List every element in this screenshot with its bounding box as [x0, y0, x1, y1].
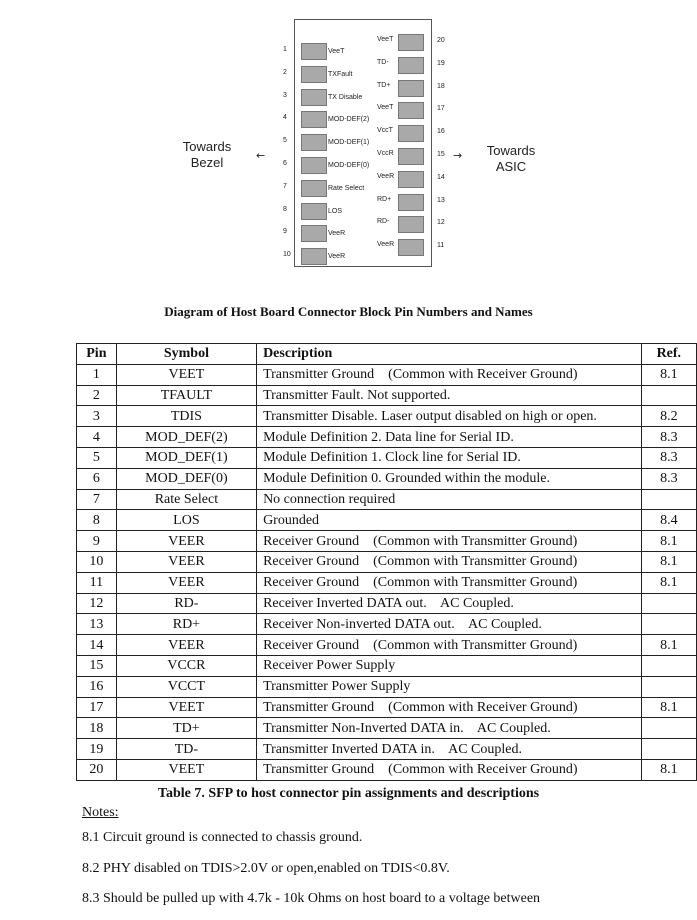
cell-description: Transmitter Disable. Laser output disabled on high or open. — [257, 406, 642, 427]
cell-symbol: MOD_DEF(1) — [116, 447, 256, 468]
table-row — [77, 739, 697, 760]
pin-signal: VccR — [377, 150, 394, 157]
pin-number: 5 — [283, 137, 287, 145]
pin-signal: Rate Select — [328, 184, 365, 192]
pin-contact — [301, 248, 327, 265]
cell-symbol: VCCR — [116, 655, 256, 676]
table-row — [77, 593, 697, 614]
cell-pin: 12 — [77, 593, 117, 614]
pin-contact — [301, 157, 327, 174]
cell-description: Module Definition 2. Data line for Serial ID. — [257, 427, 642, 448]
pin-signal: VeeT — [328, 48, 345, 55]
table-row — [77, 614, 697, 635]
pin-number: 17 — [437, 105, 445, 113]
pin-signal: TD- — [377, 58, 389, 66]
note-8-3: 8.3 Should be pulled up with 4.7k - 10k Ohms on host board to a voltage between — [82, 891, 541, 906]
cell-pin: 16 — [77, 676, 117, 697]
pin-signal: MOD-DEF(1) — [328, 139, 370, 147]
cell-description: Receiver Power Supply — [257, 655, 642, 676]
cell-symbol: VEER — [116, 572, 256, 593]
pin-number: 9 — [283, 228, 287, 236]
table-row — [77, 718, 697, 739]
note-8-1: 8.1 Circuit ground is connected to chassis ground. — [82, 830, 363, 845]
pin-number: 19 — [437, 59, 445, 67]
pin-number: 14 — [437, 173, 445, 181]
towards-bezel-label: Towards Bezel — [182, 139, 232, 170]
table-header-row — [77, 344, 697, 365]
cell-ref: 8.3 — [641, 447, 696, 468]
pin-signal: RD- — [377, 218, 390, 226]
cell-pin: 4 — [77, 427, 117, 448]
cell-pin: 18 — [77, 718, 117, 739]
pin-signal: RD+ — [377, 195, 392, 203]
pin-contact — [301, 180, 327, 197]
cell-ref — [641, 718, 696, 739]
pin-number: 8 — [283, 205, 287, 213]
pin-number: 4 — [283, 114, 287, 122]
pin-contact — [398, 102, 424, 119]
table-row — [77, 676, 697, 697]
pin-contact — [301, 66, 327, 83]
pin-contact — [398, 80, 424, 97]
table-row — [77, 364, 697, 385]
cell-ref: 8.1 — [641, 635, 696, 656]
pin-contact — [398, 194, 424, 211]
pin-signal: VeeT — [377, 36, 394, 43]
cell-ref: 8.2 — [641, 406, 696, 427]
cell-ref: 8.3 — [641, 468, 696, 489]
pin-signal: MOD-DEF(2) — [328, 116, 370, 124]
cell-ref: 8.1 — [641, 531, 696, 552]
cell-ref: 8.1 — [641, 551, 696, 572]
cell-symbol: TD- — [116, 739, 256, 760]
pin-contact — [398, 34, 424, 51]
table-row — [77, 385, 697, 406]
cell-pin: 1 — [77, 364, 117, 385]
cell-pin: 15 — [77, 655, 117, 676]
cell-pin: 6 — [77, 468, 117, 489]
header-pin: Pin — [77, 344, 117, 365]
cell-description: Receiver Ground (Common with Transmitter Ground) — [257, 635, 642, 656]
cell-ref: 8.4 — [641, 510, 696, 531]
pin-signal: TXFault — [328, 70, 353, 78]
pin-contact — [398, 57, 424, 74]
table-caption: Table 7. SFP to host connector pin assignments and descriptions — [157, 786, 540, 801]
header-description: Description — [257, 344, 642, 365]
table-row — [77, 447, 697, 468]
cell-pin: 10 — [77, 551, 117, 572]
diagram-caption: Diagram of Host Board Connector Block Pin Numbers and Names — [164, 304, 533, 319]
cell-ref: 8.1 — [641, 364, 696, 385]
cell-pin: 20 — [77, 759, 117, 780]
pin-number: 13 — [437, 196, 445, 204]
cell-pin: 7 — [77, 489, 117, 510]
cell-ref: 8.1 — [641, 759, 696, 780]
notes-title: Notes: — [82, 805, 119, 820]
cell-description: Module Definition 0. Grounded within the module. — [257, 468, 642, 489]
pin-contact — [301, 111, 327, 128]
pin-number: 11 — [437, 242, 445, 250]
pin-number: 3 — [283, 91, 287, 99]
pin-number: 18 — [437, 82, 445, 90]
pin-contact — [398, 216, 424, 233]
cell-pin: 17 — [77, 697, 117, 718]
cell-symbol: TD+ — [116, 718, 256, 739]
cell-description: Transmitter Power Supply — [257, 676, 642, 697]
cell-symbol: VEER — [116, 635, 256, 656]
pin-contact — [398, 148, 424, 165]
cell-symbol: VEET — [116, 364, 256, 385]
pin-contact — [398, 239, 424, 256]
cell-symbol: MOD_DEF(0) — [116, 468, 256, 489]
left-arrow-icon: ← — [256, 149, 266, 162]
cell-ref — [641, 593, 696, 614]
cell-description: Module Definition 1. Clock line for Serial ID. — [257, 447, 642, 468]
cell-pin: 5 — [77, 447, 117, 468]
pin-number: 10 — [283, 251, 291, 259]
cell-ref — [641, 676, 696, 697]
pin-number: 20 — [437, 37, 445, 44]
pin-number: 16 — [437, 128, 445, 136]
pin-number: 6 — [283, 160, 287, 167]
table-row — [77, 697, 697, 718]
pin-signal: VeeT — [377, 104, 394, 112]
pin-signal: MOD-DEF(0) — [328, 162, 370, 169]
cell-ref: 8.3 — [641, 427, 696, 448]
cell-description: Receiver Inverted DATA out. AC Coupled. — [257, 593, 642, 614]
cell-ref — [641, 739, 696, 760]
pin-contact — [301, 43, 327, 60]
cell-description: Transmitter Ground (Common with Receiver Ground) — [257, 697, 642, 718]
towards-asic-label: Towards ASIC — [486, 143, 536, 174]
header-symbol: Symbol — [116, 344, 256, 365]
cell-symbol: LOS — [116, 510, 256, 531]
table-row — [77, 489, 697, 510]
cell-description: No connection required — [257, 489, 642, 510]
cell-symbol: TDIS — [116, 406, 256, 427]
table-row — [77, 531, 697, 552]
cell-ref: 8.1 — [641, 572, 696, 593]
table-row — [77, 427, 697, 448]
pin-contact — [301, 203, 327, 220]
table-row — [77, 635, 697, 656]
pin-contact — [301, 225, 327, 242]
cell-symbol: VCCT — [116, 676, 256, 697]
pin-contact — [398, 125, 424, 142]
pin-signal: LOS — [328, 207, 343, 215]
cell-ref — [641, 385, 696, 406]
cell-pin: 9 — [77, 531, 117, 552]
pin-number: 2 — [283, 68, 287, 76]
cell-ref — [641, 614, 696, 635]
table-body — [77, 364, 697, 780]
cell-description: Transmitter Non-Inverted DATA in. AC Coupled. — [257, 718, 642, 739]
pin-signal: VeeR — [377, 241, 395, 249]
table-row — [77, 406, 697, 427]
cell-ref: 8.1 — [641, 697, 696, 718]
cell-description: Receiver Ground (Common with Transmitter Ground) — [257, 531, 642, 552]
cell-ref — [641, 655, 696, 676]
cell-symbol: TFAULT — [116, 385, 256, 406]
cell-pin: 2 — [77, 385, 117, 406]
cell-symbol: MOD_DEF(2) — [116, 427, 256, 448]
pin-number: 1 — [283, 46, 287, 53]
pin-signal: TD+ — [377, 81, 391, 89]
cell-description: Receiver Ground (Common with Transmitter Ground) — [257, 551, 642, 572]
header-ref: Ref. — [641, 344, 696, 365]
pin-signal: VeeR — [328, 253, 346, 261]
cell-description: Grounded — [257, 510, 642, 531]
table-row — [77, 551, 697, 572]
right-arrow-icon: → — [453, 149, 463, 162]
pin-number: 12 — [437, 219, 445, 227]
cell-description: Receiver Non-inverted DATA out. AC Coupled. — [257, 614, 642, 635]
cell-ref — [641, 489, 696, 510]
cell-description: Transmitter Fault. Not supported. — [257, 385, 642, 406]
cell-symbol: VEET — [116, 759, 256, 780]
cell-symbol: Rate Select — [116, 489, 256, 510]
table-row — [77, 510, 697, 531]
cell-pin: 11 — [77, 572, 117, 593]
pin-number: 15 — [437, 151, 445, 158]
pin-number: 7 — [283, 182, 287, 190]
connector-diagram — [283, 19, 445, 267]
cell-description: Transmitter Ground (Common with Receiver Ground) — [257, 759, 642, 780]
pin-contact — [398, 171, 424, 188]
cell-description: Transmitter Ground (Common with Receiver Ground) — [257, 364, 642, 385]
cell-symbol: RD+ — [116, 614, 256, 635]
cell-symbol: VEET — [116, 697, 256, 718]
pin-signal: VccT — [377, 127, 393, 135]
pin-signal: VeeR — [377, 172, 395, 180]
cell-pin: 13 — [77, 614, 117, 635]
pin-signal: VeeR — [328, 230, 346, 238]
table-row — [77, 759, 697, 780]
pin-contact — [301, 134, 327, 151]
cell-description: Transmitter Inverted DATA in. AC Coupled. — [257, 739, 642, 760]
pin-signal: TX Disable — [328, 93, 363, 101]
table-row — [77, 572, 697, 593]
cell-pin: 8 — [77, 510, 117, 531]
cell-pin: 14 — [77, 635, 117, 656]
cell-symbol: RD- — [116, 593, 256, 614]
pin-contact — [301, 89, 327, 106]
table-row — [77, 655, 697, 676]
cell-pin: 3 — [77, 406, 117, 427]
cell-description: Receiver Ground (Common with Transmitter Ground) — [257, 572, 642, 593]
cell-symbol: VEER — [116, 531, 256, 552]
cell-symbol: VEER — [116, 551, 256, 572]
table-row — [77, 468, 697, 489]
cell-pin: 19 — [77, 739, 117, 760]
note-8-2: 8.2 PHY disabled on TDIS>2.0V or open,enabled on TDIS<0.8V. — [82, 861, 450, 876]
pin-assignment-table — [76, 343, 697, 781]
